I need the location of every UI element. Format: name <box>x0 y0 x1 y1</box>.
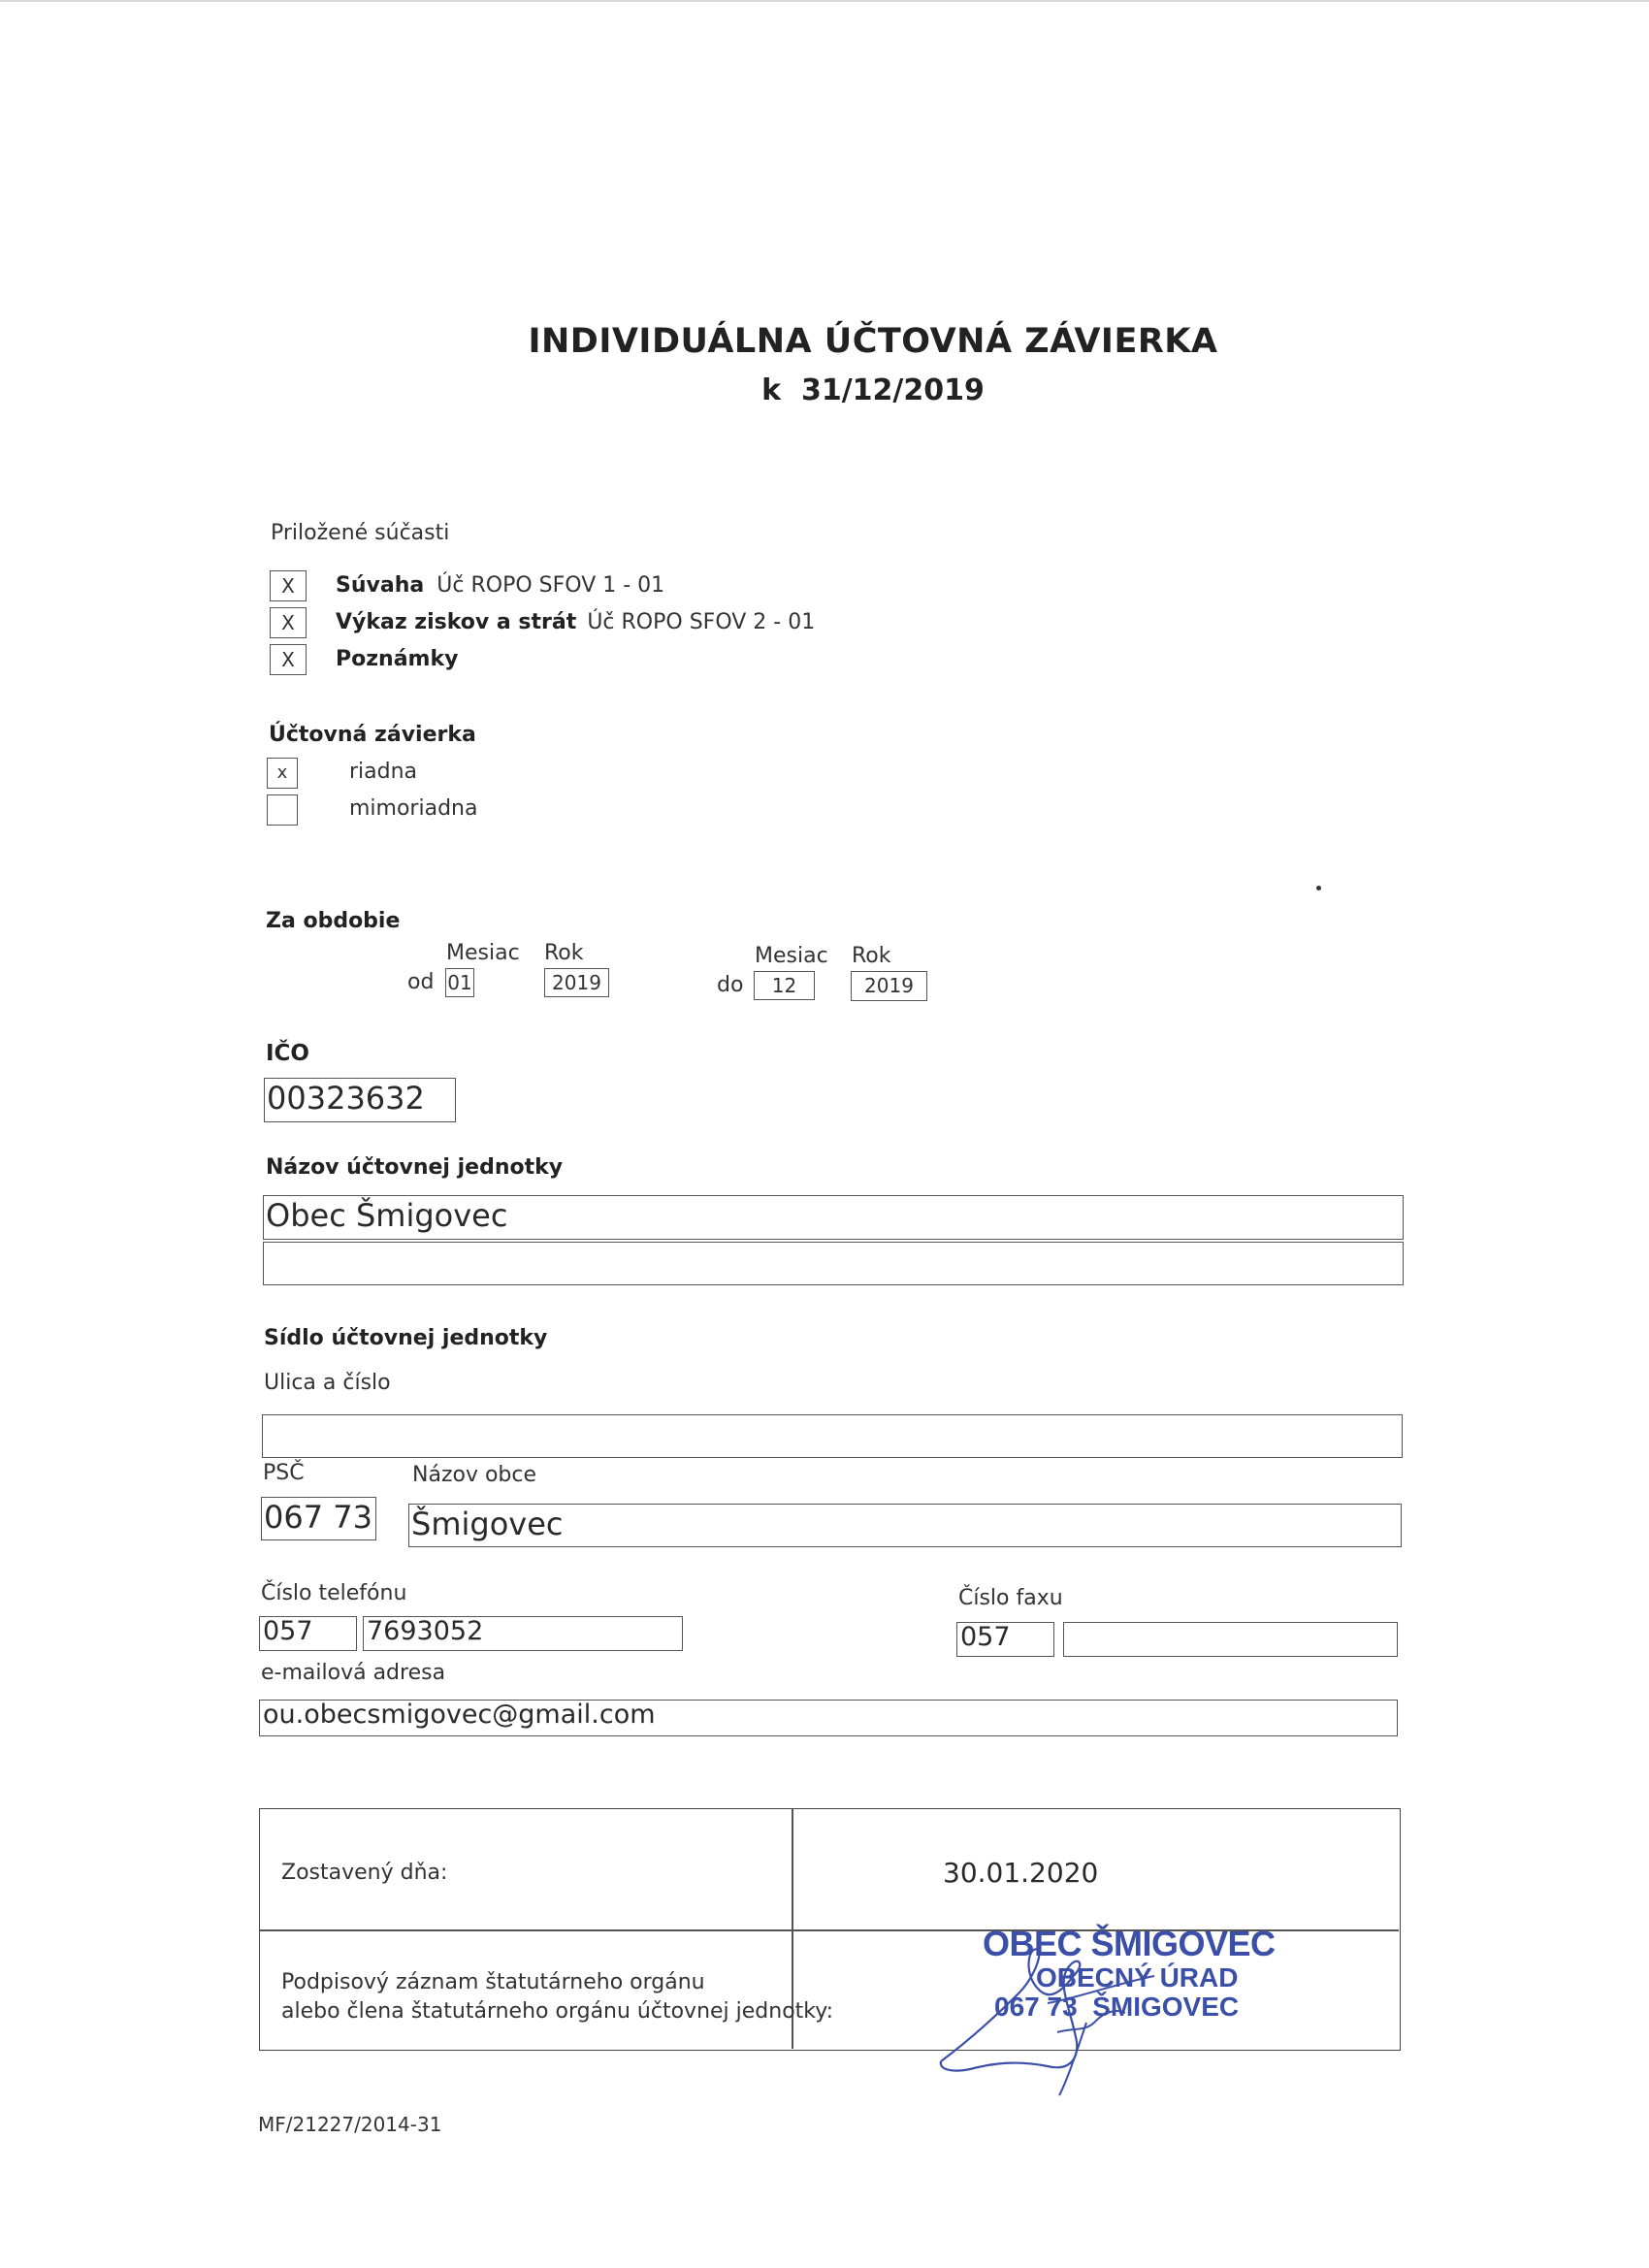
stamp-line1: OBEC ŠMIGOVEC <box>983 1924 1276 1963</box>
attachment-name: Súvaha <box>336 573 425 598</box>
attachment-name: Poznámky <box>336 647 459 671</box>
attachments-heading: Priložené súčasti <box>271 521 450 545</box>
entity-name-field-line2[interactable] <box>263 1242 1404 1285</box>
attachment-name: Výkaz ziskov a strát <box>336 610 577 634</box>
town-field[interactable]: Šmigovec <box>408 1504 1402 1547</box>
psc-field[interactable]: 067 73 <box>261 1497 376 1540</box>
document-date: k 31/12/2019 <box>761 373 985 407</box>
scan-top-edge <box>0 0 1649 2</box>
form-code: MF/21227/2014-31 <box>258 2113 442 2136</box>
fax-number-field[interactable] <box>1063 1622 1398 1657</box>
period-to-year-label: Rok <box>852 944 891 968</box>
period-from-year-label: Rok <box>544 941 584 965</box>
attachment-checkbox-vykaz[interactable]: X <box>270 607 307 638</box>
period-from-label: od <box>407 970 435 994</box>
period-to-year-field[interactable]: 2019 <box>851 971 927 1001</box>
fax-label: Číslo faxu <box>958 1586 1063 1610</box>
statement-type-label-regular: riadna <box>349 760 418 784</box>
email-label: e-mailová adresa <box>261 1661 446 1685</box>
period-heading: Za obdobie <box>266 909 401 933</box>
compiled-date-value: 30.01.2020 <box>943 1857 1099 1889</box>
period-from-month-label: Mesiac <box>446 941 520 965</box>
attachment-code: Úč ROPO SFOV 2 - 01 <box>587 610 816 634</box>
statement-type-checkbox-regular[interactable]: x <box>267 758 298 789</box>
email-field[interactable]: ou.obecsmigovec@gmail.com <box>259 1700 1398 1736</box>
period-to-month-field[interactable]: 12 <box>754 971 815 1000</box>
attachment-item-poznamky <box>336 647 458 671</box>
attachment-item-suvaha <box>336 573 664 598</box>
phone-label: Číslo telefónu <box>261 1581 407 1605</box>
psc-label: PSČ <box>263 1461 305 1485</box>
compiled-date-label: Zostavený dňa: <box>281 1861 448 1885</box>
stamp-line2: OBECNÝ ÚRAD <box>1036 1962 1239 1993</box>
attachment-code: Úč ROPO SFOV 1 - 01 <box>436 573 665 598</box>
period-to-label: do <box>717 973 744 997</box>
statement-type-heading: Účtovná závierka <box>269 723 476 747</box>
period-to-month-label: Mesiac <box>755 944 828 968</box>
attachment-checkbox-poznamky[interactable]: X <box>270 644 307 675</box>
document-title: INDIVIDUÁLNA ÚČTOVNÁ ZÁVIERKA <box>528 322 1218 361</box>
statement-type-checkbox-extraordinary[interactable] <box>267 794 298 826</box>
period-from-year-field[interactable]: 2019 <box>544 968 609 997</box>
street-field[interactable] <box>262 1414 1403 1458</box>
ico-label: IČO <box>266 1041 309 1066</box>
attachment-checkbox-suvaha[interactable]: X <box>270 570 307 601</box>
fax-prefix-field[interactable]: 057 <box>956 1622 1054 1657</box>
signature-label-line2: alebo člena štatutárneho orgánu účtovnej jednotky: <box>281 1999 834 2024</box>
ico-field[interactable]: 00323632 <box>264 1078 456 1122</box>
stamp-line3: 067 73 ŠMIGOVEC <box>994 1992 1240 2022</box>
period-from-month-field[interactable]: 01 <box>445 968 474 997</box>
scan-dot <box>1316 886 1321 891</box>
entity-name-field-line1[interactable]: Obec Šmigovec <box>263 1195 1404 1240</box>
phone-prefix-field[interactable]: 057 <box>259 1616 357 1651</box>
attachment-item-vykaz <box>336 610 815 634</box>
street-label: Ulica a číslo <box>264 1371 391 1395</box>
address-heading: Sídlo účtovnej jednotky <box>264 1326 548 1350</box>
town-label: Názov obce <box>412 1463 537 1487</box>
entity-name-label: Názov účtovnej jednotky <box>266 1155 564 1180</box>
phone-number-field[interactable]: 7693052 <box>363 1616 683 1651</box>
handwritten-signature <box>931 1916 1242 2100</box>
signature-label-line1: Podpisový záznam štatutárneho orgánu <box>281 1970 705 1994</box>
statement-type-label-extraordinary: mimoriadna <box>349 796 478 821</box>
